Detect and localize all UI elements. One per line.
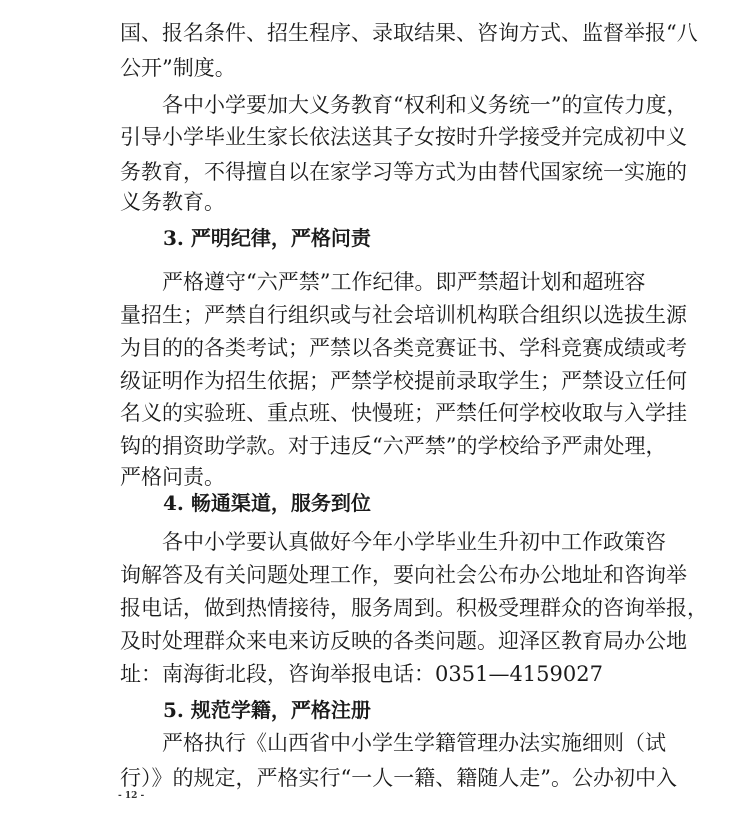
text-line: 名义的实验班、重点班、快慢班；严禁任何学校收取与入学挂: [120, 401, 687, 425]
text-line: 询解答及有关问题处理工作，要向社会公布办公地址和咨询举: [120, 563, 687, 587]
text-line: 为目的的各类考试；严禁以各类竞赛证书、学科竞赛成绩或考: [120, 336, 687, 360]
paragraph-start-line: 各中小学要认真做好今年小学毕业生升初中工作政策咨: [162, 530, 666, 554]
text-line: 义务教育。: [120, 190, 225, 214]
page-number: - 12 -: [118, 791, 145, 801]
text-line: 量招生；严禁自行组织或与社会培训机构联合组织以选拔生源: [120, 303, 687, 327]
text-line: 行）》的规定，严格实行“一人一籍、籍随人走”。公办初中入: [120, 766, 677, 790]
text-line: 严格问责。: [120, 465, 225, 489]
text-line: 报电话，做到热情接待，服务周到。积极受理群众的咨询举报，: [120, 596, 708, 620]
text-line: 钩的捐资助学款。对于违反“六严禁”的学校给予严肃处理，: [120, 434, 667, 458]
paragraph-start-line: 严格执行《山西省中小学生学籍管理办法实施细则（试: [162, 731, 666, 755]
text-line: 级证明作为招生依据；严禁学校提前录取学生；严禁设立任何: [120, 369, 687, 393]
text-line: 务教育，不得擅自以在家学习等方式为由替代国家统一实施的: [120, 160, 687, 184]
text-line: 址：南海街北段，咨询举报电话：0351—4159027: [120, 662, 603, 686]
text-line: 引导小学毕业生家长依法送其子女按时升学接受并完成初中义: [120, 125, 687, 149]
paragraph-start-line: 严格遵守“六严禁”工作纪律。即严禁超计划和超班容: [162, 270, 646, 294]
section-heading-4: 4. 畅通渠道，服务到位: [163, 491, 371, 515]
text-line: 公开”制度。: [120, 56, 236, 80]
text-line: 国、报名条件、招生程序、录取结果、咨询方式、监督举报“八: [120, 21, 698, 45]
section-heading-5: 5. 规范学籍，严格注册: [163, 698, 371, 722]
section-heading-3: 3. 严明纪律，严格问责: [163, 226, 371, 250]
text-line: 及时处理群众来电来访反映的各类问题。迎泽区教育局办公地: [120, 629, 687, 653]
paragraph-start-line: 各中小学要加大义务教育“权利和义务统一”的宣传力度，: [162, 93, 688, 117]
